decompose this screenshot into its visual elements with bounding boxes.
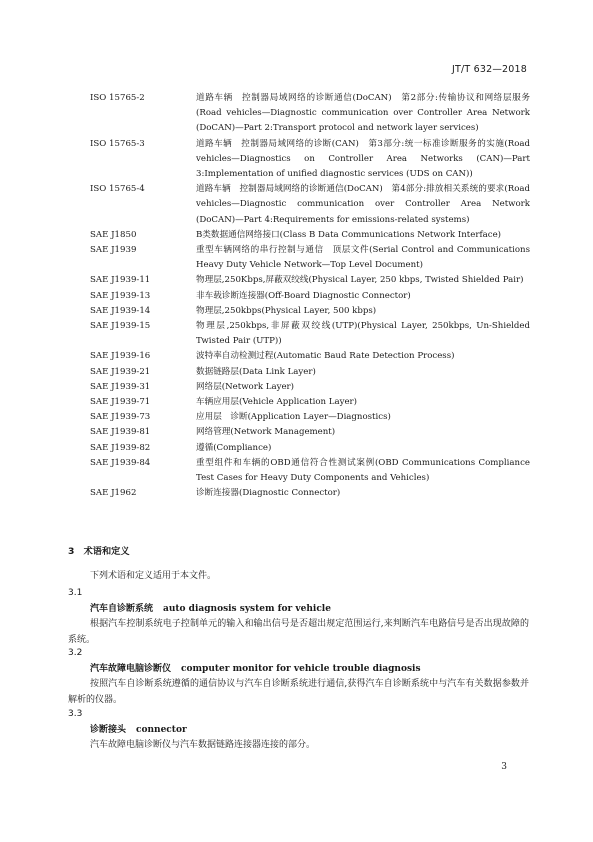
reference-code: SAE J1939-31 <box>90 381 151 392</box>
term-number: 3.1 <box>68 588 83 598</box>
reference-title: 物理层,250kbps,非屏蔽双绞线(UTP)(Physical Layer, 250kbps, Un-Shielded Twisted Pair (UTP)) <box>196 321 530 347</box>
term-definition: 根据汽车控制系统电子控制单元的输入和输出信号是否超出规定范围运行,来判断汽车电路信号是否出现故障的系统。 <box>68 619 529 645</box>
reference-code: ISO 15765-3 <box>90 138 145 149</box>
reference-entry <box>90 243 530 273</box>
reference-code: SAE J1850 <box>90 229 137 240</box>
term-name-en: computer monitor for vehicle trouble diagnosis <box>181 663 421 674</box>
term-definition: 按照汽车自诊断系统遵循的通信协议与汽车自诊断系统进行通信,获得汽车自诊断系统中与汽车有关数据参数并解析的仪器。 <box>68 679 529 705</box>
reference-title: 应用层 诊断(Application Layer—Diagnostics) <box>196 412 391 423</box>
reference-title: 重型车辆网络的串行控制与通信 顶层文件(Serial Control and Communications Heavy Duty Vehicle Network—Top Level Document) <box>196 245 530 271</box>
reference-code: SAE J1939 <box>90 245 137 256</box>
reference-entry <box>90 182 530 228</box>
reference-code: SAE J1939-71 <box>90 397 151 408</box>
reference-entry <box>90 91 530 137</box>
reference-title: 重型组件和车辆的OBD通信符合性测试案例(OBD Communications Compliance Test Cases for Heavy Duty Components and Vehicles) <box>196 457 530 484</box>
reference-entry <box>90 365 530 380</box>
reference-entry <box>90 456 530 486</box>
reference-entry <box>90 395 530 410</box>
reference-title: 物理层,250kbps(Physical Layer, 500 kbps) <box>196 305 377 316</box>
term-definition: 汽车故障电脑诊断仪与汽车数据链路连接器连接的部分。 <box>90 740 316 750</box>
reference-entry <box>90 425 530 440</box>
section-intro: 下列术语和定义适用于本文件。 <box>90 571 217 581</box>
term-name <box>68 662 529 678</box>
reference-entry <box>90 410 530 425</box>
reference-code: SAE J1939-11 <box>90 275 151 286</box>
reference-title: 数据链路层(Data Link Layer) <box>196 366 316 377</box>
term-name-zh: 汽车自诊断系统 <box>90 603 154 614</box>
reference-code: SAE J1939-15 <box>90 321 151 332</box>
reference-code: SAE J1939-81 <box>90 427 151 438</box>
reference-title: 物理层,250Kbps,屏蔽双绞线(Physical Layer, 250 kbps, Twisted Shielded Pair) <box>196 275 524 286</box>
term-number: 3.3 <box>68 709 83 719</box>
reference-entry <box>90 137 530 183</box>
reference-code: SAE J1939-14 <box>90 305 151 316</box>
reference-code: SAE J1939-73 <box>90 412 151 423</box>
reference-title: 波特率自动检测过程(Automatic Baud Rate Detection Process) <box>196 351 455 362</box>
reference-entry <box>90 380 530 395</box>
section-heading: 3 术语和定义 <box>68 546 130 557</box>
reference-title: 道路车辆 控制器局域网络的诊断通信(DoCAN) 第4部分:排放相关系统的要求(Road vehicles—Diagnostic communication over Controller Area Network (DoCAN)—Part 4:Requirements for emissions-related systems) <box>196 184 530 225</box>
term-entry <box>68 707 529 754</box>
reference-entry <box>90 319 530 349</box>
reference-title: 道路车辆 控制器局域网络的诊断(CAN) 第3部分:统一标准诊断服务的实施(Road vehicles—Diagnostics on Controller Area Networks (CAN)—Part 3:Implementation of unified diagnostic services (UDS on CAN)) <box>196 138 530 180</box>
term-entry <box>68 646 529 708</box>
reference-title: 诊断连接器(Diagnostic Connector) <box>196 488 341 499</box>
reference-entry <box>90 304 530 319</box>
term-name-en: connector <box>136 724 187 735</box>
document-code: JT/T 632—2018 <box>451 64 527 75</box>
term-name <box>68 602 529 618</box>
term-entry <box>68 586 529 648</box>
term-name-en: auto diagnosis system for vehicle <box>163 603 331 614</box>
reference-code: SAE J1962 <box>90 488 137 499</box>
page-number: 3 <box>501 762 507 772</box>
reference-entry <box>90 273 530 288</box>
reference-code: SAE J1939-84 <box>90 457 151 468</box>
reference-code: ISO 15765-2 <box>90 93 145 103</box>
reference-title: B类数据通信网络接口(Class B Data Communications Network Interface) <box>196 229 502 240</box>
reference-code: ISO 15765-4 <box>90 184 145 195</box>
reference-title: 遵循(Compliance) <box>196 442 272 453</box>
reference-entry <box>90 349 530 364</box>
reference-title: 车辆应用层(Vehicle Application Layer) <box>196 397 358 408</box>
reference-entry <box>90 441 530 456</box>
reference-title: 非车载诊断连接器(Off-Board Diagnostic Connector) <box>196 290 411 301</box>
reference-title: 网络层(Network Layer) <box>196 381 295 392</box>
reference-code: SAE J1939-13 <box>90 290 151 301</box>
reference-entry <box>90 289 530 304</box>
reference-entry <box>90 228 530 243</box>
term-name-zh: 汽车故障电脑诊断仪 <box>90 663 172 674</box>
reference-code: SAE J1939-82 <box>90 442 151 453</box>
normative-references-list <box>90 91 530 501</box>
reference-code: SAE J1939-21 <box>90 366 151 377</box>
term-name <box>68 723 529 739</box>
term-name-zh: 诊断接头 <box>90 724 127 735</box>
reference-code: SAE J1939-16 <box>90 351 151 362</box>
reference-title: 网络管理(Network Management) <box>196 427 336 438</box>
term-number: 3.2 <box>68 648 83 658</box>
reference-entry <box>90 486 530 501</box>
reference-title: 道路车辆 控制器局域网络的诊断通信(DoCAN) 第2部分:传输协议和网络层服务(Road vehicles—Diagnostic communication over Controller Area Network (DoCAN)—Part 2:Transport protocol and network layer services) <box>196 93 530 134</box>
